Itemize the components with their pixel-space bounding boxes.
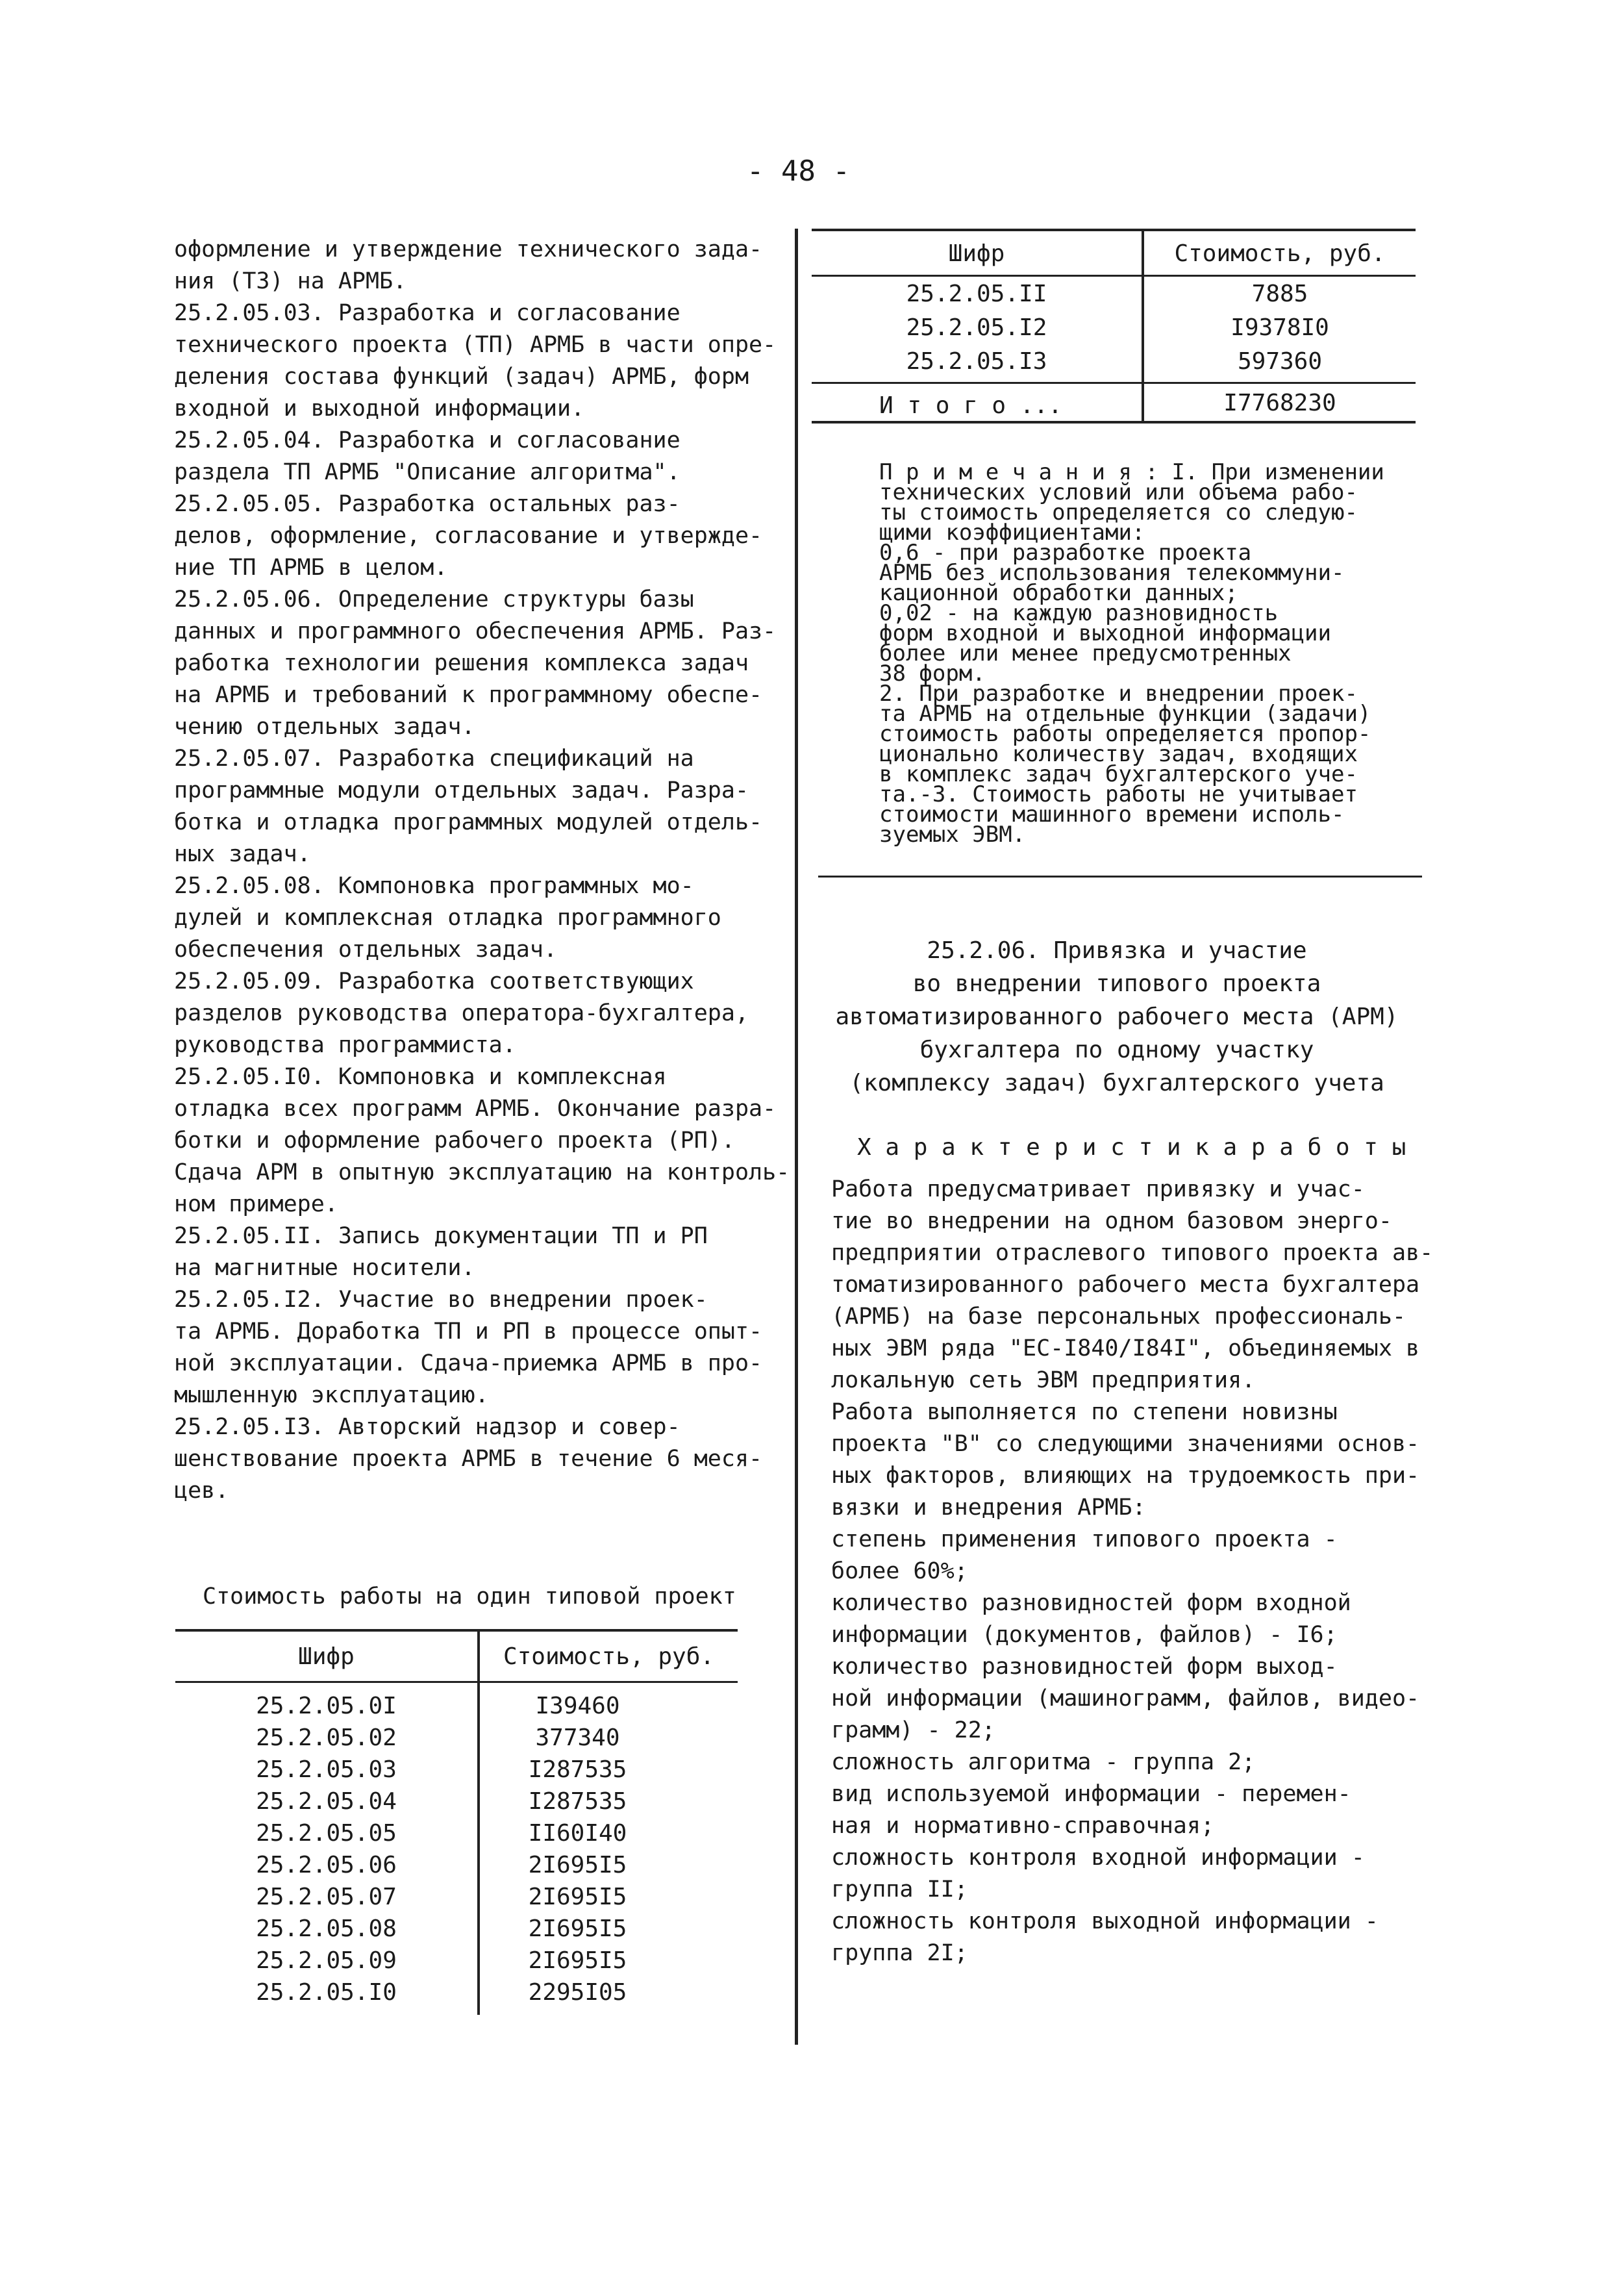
- table-cell-code: 25.2.05.03: [256, 1756, 397, 1783]
- text-line: 25.2.05.II. Запись документации ТП и РП: [174, 1223, 708, 1249]
- note-line: более или менее предусмотренных: [879, 640, 1292, 666]
- text-line: деления состава функций (задач) АРМБ, форм: [174, 364, 749, 390]
- table-cell-cost: 7885: [1251, 281, 1308, 307]
- text-line: предприятии отраслевого типового проекта ав-: [831, 1240, 1434, 1266]
- text-line: 25.2.05.04. Разработка и согласование: [174, 427, 681, 453]
- text-line: 25.2.05.08. Компоновка программных мо-: [174, 873, 694, 899]
- table-cell-code: 25.2.05.09: [256, 1947, 397, 1974]
- heading-line: бухгалтера по одному участку: [919, 1037, 1314, 1063]
- table-cell-code: 25.2.05.07: [256, 1884, 397, 1910]
- text-line: вязки и внедрения АРМБ:: [831, 1495, 1146, 1521]
- table-top-rule: [812, 229, 1416, 231]
- text-line: руководства программиста.: [174, 1032, 516, 1058]
- table-header-rule: [175, 1681, 738, 1683]
- text-line: локальную сеть ЭВМ предприятия.: [831, 1367, 1256, 1393]
- text-line: программные модули отдельных задач. Разра-: [174, 777, 749, 803]
- text-line: ной эксплуатации. Сдача-приемка АРМБ в про-: [174, 1350, 763, 1376]
- note-line: щими коэффициентами:: [879, 520, 1145, 546]
- text-line: ных задач.: [174, 841, 311, 867]
- heading-line: автоматизированного рабочего места (АРМ): [835, 1004, 1399, 1030]
- note-line: та.-3. Стоимость работы не учитывает: [879, 781, 1358, 807]
- text-line: разделов руководства оператора-бухгалтера,: [174, 1000, 749, 1026]
- table-cell-code: 25.2.05.06: [256, 1852, 397, 1878]
- text-line: цев.: [174, 1478, 229, 1504]
- note-line: ционально количеству задач, входящих: [879, 741, 1358, 767]
- table-cell-cost: I9378I0: [1230, 314, 1329, 341]
- note-line: АРМБ без использования телекоммуни-: [879, 560, 1345, 586]
- note-line: 38 форм.: [879, 661, 986, 687]
- table-cell-code: 25.2.05.I0: [256, 1979, 397, 2006]
- text-line: ной информации (машинограмм, файлов, видео-: [831, 1686, 1420, 1712]
- note-line: стоимости машинного времени исполь-: [879, 802, 1345, 828]
- note-line: П р и м е ч а н и я : I. При изменении: [879, 459, 1384, 485]
- note-line: 2. При разработке и внедрении проек-: [879, 681, 1358, 707]
- note-line: зуемых ЭВМ.: [879, 822, 1026, 848]
- text-line: вид используемой информации - перемен-: [831, 1781, 1351, 1807]
- text-line: (АРМБ) на базе персональных профессиональ-: [831, 1304, 1406, 1330]
- text-line: входной и выходной информации.: [174, 396, 585, 422]
- note-line: ты стоимость определяется со следую-: [879, 499, 1358, 525]
- note-line: технических условий или объема рабо-: [879, 479, 1358, 505]
- text-line: мышленную эксплуатацию.: [174, 1382, 489, 1408]
- table-cell-code: 25.2.05.04: [256, 1788, 397, 1815]
- table-cell-cost: I287535: [528, 1756, 627, 1783]
- text-line: данных и программного обеспечения АРМБ. Раз-: [174, 618, 777, 644]
- table-top-rule: [175, 1629, 738, 1632]
- text-line: ных ЭВМ ряда "ЕС-I840/I84I", объединяемых в: [831, 1335, 1420, 1361]
- text-line: технического проекта (ТП) АРМБ в части опре-: [174, 332, 777, 358]
- table-header-code: Шифр: [298, 1643, 355, 1670]
- text-line: томатизированного рабочего места бухгалтера: [831, 1272, 1420, 1298]
- table-cell-code: 25.2.05.I2: [906, 314, 1047, 341]
- table-cell-code: 25.2.05.0I: [256, 1693, 397, 1719]
- text-line: чению отдельных задач.: [174, 714, 475, 740]
- heading-line: (комплексу задач) бухгалтерского учета: [849, 1070, 1384, 1096]
- text-line: отладка всех программ АРМБ. Окончание разра-: [174, 1096, 777, 1122]
- text-line: информации (документов, файлов) - I6;: [831, 1622, 1338, 1648]
- note-line: форм входной и выходной информации: [879, 620, 1331, 646]
- text-line: работка технологии решения комплекса задач: [174, 650, 749, 676]
- left-table-caption: Стоимость работы на один типовой проект: [203, 1584, 736, 1610]
- text-line: количество разновидностей форм входной: [831, 1590, 1351, 1616]
- text-line: сложность контроля выходной информации -: [831, 1908, 1379, 1934]
- text-line: более 60%;: [831, 1558, 968, 1584]
- text-line: ние ТП АРМБ в целом.: [174, 555, 448, 581]
- text-line: сложность алгоритма - группа 2;: [831, 1749, 1256, 1775]
- table-cell-cost: I287535: [528, 1788, 627, 1815]
- table-cell-cost: 597360: [1237, 348, 1323, 375]
- text-line: проекта "В" со следующими значениями основ-: [831, 1431, 1420, 1457]
- text-line: Работа предусматривает привязку и учас-: [831, 1176, 1365, 1202]
- table-cell-cost: II60I40: [528, 1820, 627, 1847]
- note-line: в комплекс задач бухгалтерского уче-: [879, 761, 1358, 787]
- note-line: 0,6 - при разработке проекта: [879, 540, 1252, 566]
- text-line: на АРМБ и требований к программному обеспе-: [174, 682, 763, 708]
- table-header-code: Шифр: [948, 240, 1005, 267]
- table-total-label: И т о г о ...: [879, 392, 1062, 419]
- table-bottom-rule: [812, 421, 1416, 423]
- table-cell-code: 25.2.05.05: [256, 1820, 397, 1847]
- text-line: 25.2.05.I2. Участие во внедрении проек-: [174, 1287, 708, 1313]
- text-line: сложность контроля входной информации -: [831, 1845, 1365, 1871]
- table-total-rule: [812, 382, 1416, 384]
- text-line: 25.2.05.05. Разработка остальных раз-: [174, 491, 681, 517]
- text-line: Работа выполняется по степени новизны: [831, 1399, 1338, 1425]
- table-cell-cost: 2I695I5: [528, 1947, 627, 1974]
- table-cell-cost: 377340: [535, 1725, 620, 1751]
- text-line: Сдача АРМ в опытную эксплуатацию на контроль-: [174, 1159, 790, 1185]
- note-line: стоимость работы определяется пропор-: [879, 721, 1371, 747]
- text-line: ния (ТЗ) на АРМБ.: [174, 268, 407, 294]
- table-cell-code: 25.2.05.02: [256, 1725, 397, 1751]
- table-cell-code: 25.2.05.I3: [906, 348, 1047, 375]
- table-cell-cost: 2I695I5: [528, 1884, 627, 1910]
- text-line: 25.2.05.I3. Авторский надзор и совер-: [174, 1414, 681, 1440]
- text-line: ном примере.: [174, 1191, 338, 1217]
- text-line: количество разновидностей форм выход-: [831, 1654, 1338, 1680]
- table-header-cost: Стоимость, руб.: [1174, 240, 1386, 267]
- column-divider: [795, 229, 798, 2045]
- note-line: та АРМБ на отдельные функции (задачи): [879, 701, 1371, 727]
- heading-line: 25.2.06. Привязка и участие: [927, 937, 1307, 964]
- text-line: ботка и отладка программных модулей отдель-: [174, 809, 763, 835]
- notes-bottom-rule: [818, 876, 1422, 878]
- text-line: 25.2.05.I0. Компоновка и комплексная: [174, 1064, 667, 1090]
- text-line: 25.2.05.06. Определение структуры базы: [174, 587, 694, 613]
- text-line: дулей и комплексная отладка программного: [174, 905, 721, 931]
- note-line: 0,02 - на каждую разновидность: [879, 600, 1279, 626]
- table-cell-code: 25.2.05.08: [256, 1915, 397, 1942]
- text-line: 25.2.05.03. Разработка и согласование: [174, 300, 681, 326]
- note-line: кационной обработки данных;: [879, 580, 1238, 606]
- table-header-rule: [812, 275, 1416, 277]
- text-line: грамм) - 22;: [831, 1717, 995, 1743]
- text-line: степень применения типового проекта -: [831, 1526, 1338, 1552]
- text-line: ных факторов, влияющих на трудоемкость при-: [831, 1463, 1420, 1489]
- text-line: на магнитные носители.: [174, 1255, 475, 1281]
- table-cell-code: 25.2.05.II: [906, 281, 1047, 307]
- text-line: ботки и оформление рабочего проекта (РП).: [174, 1128, 735, 1154]
- text-line: группа 2I;: [831, 1940, 968, 1966]
- text-line: делов, оформление, согласование и утвержде-: [174, 523, 763, 549]
- text-line: оформление и утверждение технического зада-: [174, 236, 763, 262]
- text-line: раздела ТП АРМБ "Описание алгоритма".: [174, 459, 681, 485]
- page-number: - 48 -: [747, 155, 850, 188]
- table-cell-cost: 2295I05: [528, 1979, 627, 2006]
- text-line: ная и нормативно-справочная;: [831, 1813, 1215, 1839]
- subheading: Х а р а к т е р и с т и к а р а б о т ы: [857, 1134, 1406, 1161]
- table-cell-cost: 2I695I5: [528, 1852, 627, 1878]
- table-header-cost: Стоимость, руб.: [503, 1643, 715, 1670]
- table-total-value: I7768230: [1223, 390, 1336, 416]
- table-cell-cost: 2I695I5: [528, 1915, 627, 1942]
- text-line: группа II;: [831, 1876, 968, 1902]
- table-cell-cost: I39460: [535, 1693, 620, 1719]
- text-line: 25.2.05.07. Разработка спецификаций на: [174, 746, 694, 772]
- text-line: тие во внедрении на одном базовом энерго-: [831, 1208, 1392, 1234]
- text-line: та АРМБ. Доработка ТП и РП в процессе опыт-: [174, 1319, 763, 1345]
- text-line: 25.2.05.09. Разработка соответствующих: [174, 968, 694, 994]
- text-line: обеспечения отдельных задач.: [174, 937, 558, 963]
- text-line: шенствование проекта АРМБ в течение 6 меся-: [174, 1446, 763, 1472]
- heading-line: во внедрении типового проекта: [912, 970, 1321, 997]
